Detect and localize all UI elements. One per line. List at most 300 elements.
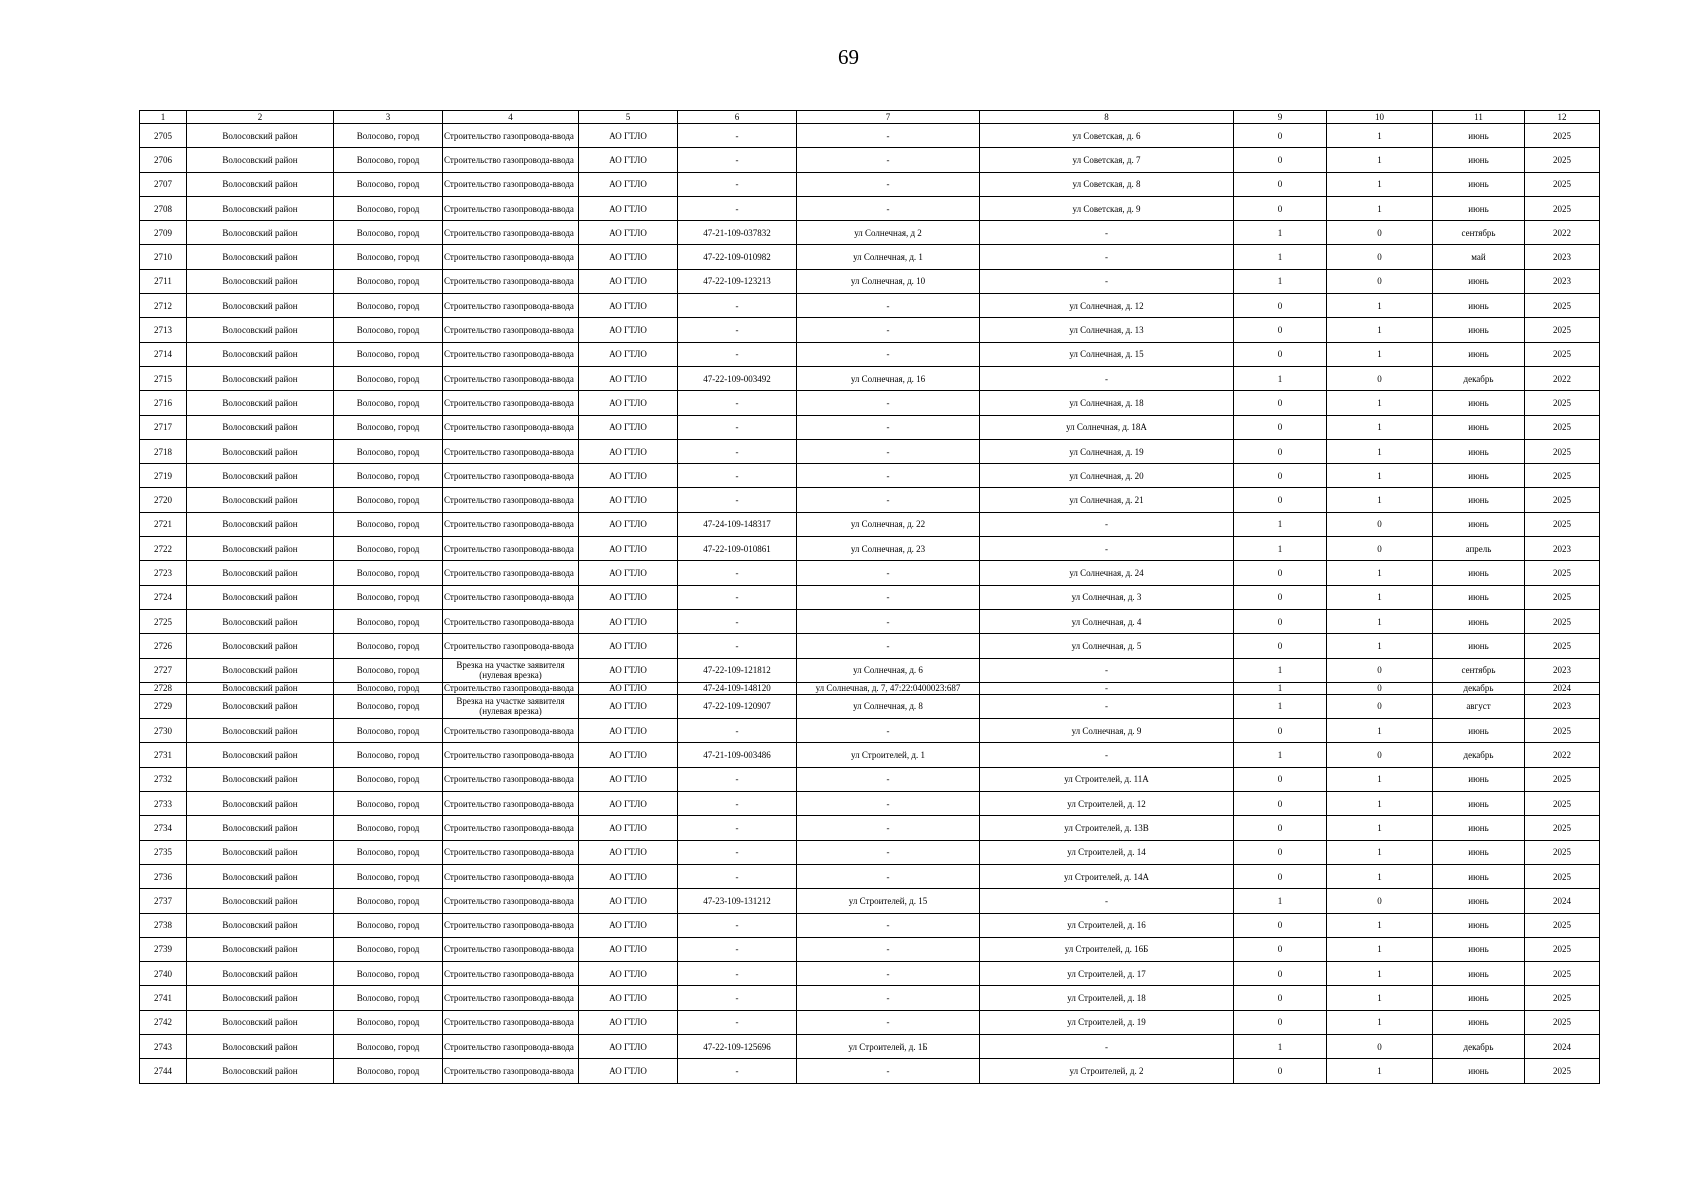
row-number-cell: 2732 [140,767,187,791]
value-col-9-cell: 0 [1234,986,1327,1010]
value-col-9-cell: 1 [1234,743,1327,767]
address-connected-cell: - [797,148,980,172]
table-row [140,294,1600,318]
work-type-cell: Строительство газопровода-ввода [443,221,579,245]
work-type-cell: Строительство газопровода-ввода [443,743,579,767]
month-cell: июнь [1433,937,1525,961]
table-row [140,719,1600,743]
settlement-cell: Волосово, город [334,439,443,463]
value-col-9-cell: 1 [1234,658,1327,682]
settlement-cell: Волосово, город [334,816,443,840]
district-cell: Волосовский район [187,913,334,937]
cadastral-number-cell: 47-23-109-131212 [678,889,797,913]
row-number-cell: 2714 [140,342,187,366]
table-row [140,1059,1600,1083]
address-connected-cell: - [797,840,980,864]
row-number-cell: 2738 [140,913,187,937]
value-col-9-cell: 1 [1234,245,1327,269]
table-row [140,864,1600,888]
cadastral-number-cell: - [678,148,797,172]
district-cell: Волосовский район [187,682,334,694]
cadastral-number-cell: - [678,294,797,318]
work-type-cell: Строительство газопровода-ввода [443,172,579,196]
address-planned-cell: ул Советская, д. 8 [980,172,1234,196]
value-col-9-cell: 0 [1234,318,1327,342]
cadastral-number-cell: - [678,609,797,633]
cadastral-number-cell: - [678,1059,797,1083]
value-col-10-cell: 1 [1327,148,1433,172]
work-type-cell: Строительство газопровода-ввода [443,864,579,888]
value-col-9-cell: 1 [1234,682,1327,694]
address-planned-cell: ул Строителей, д. 17 [980,962,1234,986]
organization-cell: АО ГТЛО [579,792,678,816]
district-cell: Волосовский район [187,148,334,172]
settlement-cell: Волосово, город [334,609,443,633]
year-cell: 2025 [1525,342,1600,366]
row-number-cell: 2709 [140,221,187,245]
value-col-9-cell: 0 [1234,439,1327,463]
organization-cell: АО ГТЛО [579,269,678,293]
value-col-9-cell: 0 [1234,561,1327,585]
address-connected-cell: ул Строителей, д. 1 [797,743,980,767]
row-number-cell: 2734 [140,816,187,840]
district-cell: Волосовский район [187,561,334,585]
year-cell: 2025 [1525,561,1600,585]
organization-cell: АО ГТЛО [579,439,678,463]
value-col-9-cell: 0 [1234,464,1327,488]
organization-cell: АО ГТЛО [579,318,678,342]
district-cell: Волосовский район [187,986,334,1010]
month-cell: июнь [1433,792,1525,816]
month-cell: декабрь [1433,682,1525,694]
month-cell: декабрь [1433,1034,1525,1058]
table-row [140,464,1600,488]
month-cell: июнь [1433,840,1525,864]
value-col-9-cell: 1 [1234,889,1327,913]
month-cell: июнь [1433,719,1525,743]
row-number-cell: 2735 [140,840,187,864]
value-col-9-cell: 0 [1234,962,1327,986]
row-number-cell: 2736 [140,864,187,888]
organization-cell: АО ГТЛО [579,464,678,488]
value-col-9-cell: 0 [1234,816,1327,840]
cadastral-number-cell: - [678,342,797,366]
value-col-10-cell: 1 [1327,816,1433,840]
address-planned-cell: ул Строителей, д. 14А [980,864,1234,888]
table-row [140,196,1600,220]
year-cell: 2023 [1525,537,1600,561]
address-planned-cell: ул Советская, д. 7 [980,148,1234,172]
table-row [140,937,1600,961]
value-col-9-cell: 0 [1234,148,1327,172]
work-type-cell: Строительство газопровода-ввода [443,269,579,293]
value-col-9-cell: 1 [1234,221,1327,245]
address-planned-cell: - [980,221,1234,245]
column-header: 6 [678,111,797,124]
address-planned-cell: ул Строителей, д. 18 [980,986,1234,1010]
organization-cell: АО ГТЛО [579,986,678,1010]
row-number-cell: 2708 [140,196,187,220]
organization-cell: АО ГТЛО [579,682,678,694]
row-number-cell: 2722 [140,537,187,561]
cadastral-number-cell: - [678,391,797,415]
value-col-10-cell: 0 [1327,743,1433,767]
year-cell: 2025 [1525,464,1600,488]
value-col-10-cell: 0 [1327,366,1433,390]
address-connected-cell: ул Солнечная, д 2 [797,221,980,245]
value-col-10-cell: 1 [1327,609,1433,633]
organization-cell: АО ГТЛО [579,864,678,888]
row-number-cell: 2706 [140,148,187,172]
settlement-cell: Волосово, город [334,391,443,415]
work-type-cell: Строительство газопровода-ввода [443,792,579,816]
month-cell: декабрь [1433,743,1525,767]
value-col-9-cell: 0 [1234,864,1327,888]
work-type-cell: Строительство газопровода-ввода [443,124,579,148]
settlement-cell: Волосово, город [334,269,443,293]
settlement-cell: Волосово, город [334,585,443,609]
table-row [140,245,1600,269]
organization-cell: АО ГТЛО [579,962,678,986]
address-planned-cell: ул Солнечная, д. 18А [980,415,1234,439]
table-row [140,1010,1600,1034]
address-connected-cell: - [797,1059,980,1083]
settlement-cell: Волосово, город [334,937,443,961]
address-connected-cell: ул Солнечная, д. 1 [797,245,980,269]
table-row [140,342,1600,366]
address-connected-cell: - [797,937,980,961]
column-header: 1 [140,111,187,124]
organization-cell: АО ГТЛО [579,561,678,585]
month-cell: июнь [1433,609,1525,633]
district-cell: Волосовский район [187,439,334,463]
row-number-cell: 2726 [140,634,187,658]
district-cell: Волосовский район [187,342,334,366]
value-col-10-cell: 1 [1327,1010,1433,1034]
month-cell: июнь [1433,561,1525,585]
value-col-10-cell: 1 [1327,464,1433,488]
year-cell: 2024 [1525,682,1600,694]
settlement-cell: Волосово, город [334,634,443,658]
value-col-9-cell: 0 [1234,196,1327,220]
address-connected-cell: - [797,792,980,816]
organization-cell: АО ГТЛО [579,913,678,937]
organization-cell: АО ГТЛО [579,391,678,415]
address-connected-cell: - [797,391,980,415]
value-col-10-cell: 1 [1327,294,1433,318]
work-type-cell: Строительство газопровода-ввода [443,913,579,937]
district-cell: Волосовский район [187,245,334,269]
cadastral-number-cell: 47-22-109-123213 [678,269,797,293]
organization-cell: АО ГТЛО [579,148,678,172]
year-cell: 2024 [1525,1034,1600,1058]
value-col-10-cell: 1 [1327,962,1433,986]
work-type-cell: Строительство газопровода-ввода [443,366,579,390]
organization-cell: АО ГТЛО [579,816,678,840]
address-planned-cell: ул Строителей, д. 11А [980,767,1234,791]
settlement-cell: Волосово, город [334,767,443,791]
address-planned-cell: - [980,694,1234,718]
district-cell: Волосовский район [187,537,334,561]
address-planned-cell: ул Строителей, д. 13В [980,816,1234,840]
organization-cell: АО ГТЛО [579,1010,678,1034]
work-type-cell: Строительство газопровода-ввода [443,537,579,561]
cadastral-number-cell: - [678,196,797,220]
district-cell: Волосовский район [187,1034,334,1058]
value-col-10-cell: 1 [1327,986,1433,1010]
value-col-9-cell: 1 [1234,366,1327,390]
organization-cell: АО ГТЛО [579,1059,678,1083]
address-connected-cell: - [797,767,980,791]
column-header: 11 [1433,111,1525,124]
settlement-cell: Волосово, город [334,488,443,512]
row-number-cell: 2717 [140,415,187,439]
value-col-10-cell: 1 [1327,585,1433,609]
row-number-cell: 2739 [140,937,187,961]
table-row [140,366,1600,390]
value-col-10-cell: 0 [1327,269,1433,293]
table-row [140,537,1600,561]
address-planned-cell: - [980,1034,1234,1058]
row-number-cell: 2715 [140,366,187,390]
table-row [140,1034,1600,1058]
cadastral-number-cell: - [678,124,797,148]
value-col-10-cell: 1 [1327,561,1433,585]
row-number-cell: 2742 [140,1010,187,1034]
month-cell: июнь [1433,391,1525,415]
month-cell: июнь [1433,294,1525,318]
work-type-cell: Строительство газопровода-ввода [443,512,579,536]
work-type-cell: Строительство газопровода-ввода [443,986,579,1010]
address-planned-cell: ул Строителей, д. 12 [980,792,1234,816]
address-connected-cell: - [797,464,980,488]
settlement-cell: Волосово, город [334,1034,443,1058]
work-type-cell: Строительство газопровода-ввода [443,561,579,585]
settlement-cell: Волосово, город [334,864,443,888]
settlement-cell: Волосово, город [334,245,443,269]
organization-cell: АО ГТЛО [579,585,678,609]
address-planned-cell: ул Солнечная, д. 15 [980,342,1234,366]
value-col-9-cell: 0 [1234,124,1327,148]
value-col-10-cell: 1 [1327,913,1433,937]
cadastral-number-cell: 47-21-109-003486 [678,743,797,767]
row-number-cell: 2740 [140,962,187,986]
month-cell: июнь [1433,767,1525,791]
address-connected-cell: - [797,1010,980,1034]
address-planned-cell: - [980,269,1234,293]
year-cell: 2025 [1525,864,1600,888]
table-row [140,682,1600,694]
district-cell: Волосовский район [187,585,334,609]
column-header: 4 [443,111,579,124]
address-connected-cell: ул Солнечная, д. 16 [797,366,980,390]
address-connected-cell: - [797,986,980,1010]
table-row [140,609,1600,633]
district-cell: Волосовский район [187,937,334,961]
district-cell: Волосовский район [187,366,334,390]
month-cell: декабрь [1433,366,1525,390]
address-planned-cell: ул Солнечная, д. 19 [980,439,1234,463]
settlement-cell: Волосово, город [334,889,443,913]
settlement-cell: Волосово, город [334,792,443,816]
row-number-cell: 2723 [140,561,187,585]
district-cell: Волосовский район [187,488,334,512]
year-cell: 2025 [1525,318,1600,342]
table-row [140,269,1600,293]
organization-cell: АО ГТЛО [579,889,678,913]
cadastral-number-cell: - [678,634,797,658]
cadastral-number-cell: - [678,864,797,888]
work-type-cell: Строительство газопровода-ввода [443,889,579,913]
value-col-9-cell: 0 [1234,634,1327,658]
cadastral-number-cell: - [678,816,797,840]
month-cell: июнь [1433,488,1525,512]
address-connected-cell: ул Солнечная, д. 23 [797,537,980,561]
address-planned-cell: - [980,682,1234,694]
value-col-10-cell: 1 [1327,318,1433,342]
address-planned-cell: - [980,512,1234,536]
cadastral-number-cell: - [678,840,797,864]
settlement-cell: Волосово, город [334,172,443,196]
district-cell: Волосовский район [187,889,334,913]
value-col-10-cell: 1 [1327,415,1433,439]
address-connected-cell: - [797,864,980,888]
year-cell: 2022 [1525,221,1600,245]
row-number-cell: 2716 [140,391,187,415]
work-type-cell: Строительство газопровода-ввода [443,1010,579,1034]
cadastral-number-cell: - [678,561,797,585]
settlement-cell: Волосово, город [334,694,443,718]
work-type-cell: Врезка на участке заявителя (нулевая врезка) [443,694,579,718]
district-cell: Волосовский район [187,962,334,986]
address-connected-cell: - [797,318,980,342]
organization-cell: АО ГТЛО [579,743,678,767]
district-cell: Волосовский район [187,221,334,245]
cadastral-number-cell: - [678,937,797,961]
district-cell: Волосовский район [187,172,334,196]
address-connected-cell: - [797,415,980,439]
district-cell: Волосовский район [187,196,334,220]
row-number-cell: 2707 [140,172,187,196]
address-planned-cell: ул Солнечная, д. 5 [980,634,1234,658]
year-cell: 2025 [1525,937,1600,961]
address-planned-cell: ул Строителей, д. 16Б [980,937,1234,961]
value-col-9-cell: 0 [1234,391,1327,415]
month-cell: июнь [1433,318,1525,342]
cadastral-number-cell: 47-22-109-010861 [678,537,797,561]
row-number-cell: 2705 [140,124,187,148]
table-row [140,391,1600,415]
address-connected-cell: - [797,585,980,609]
work-type-cell: Врезка на участке заявителя (нулевая врезка) [443,658,579,682]
organization-cell: АО ГТЛО [579,221,678,245]
year-cell: 2025 [1525,488,1600,512]
row-number-cell: 2728 [140,682,187,694]
row-number-cell: 2741 [140,986,187,1010]
value-col-9-cell: 1 [1234,269,1327,293]
district-cell: Волосовский район [187,464,334,488]
row-number-cell: 2724 [140,585,187,609]
address-planned-cell: - [980,366,1234,390]
settlement-cell: Волосово, город [334,840,443,864]
district-cell: Волосовский район [187,694,334,718]
work-type-cell: Строительство газопровода-ввода [443,245,579,269]
value-col-10-cell: 0 [1327,1034,1433,1058]
district-cell: Волосовский район [187,743,334,767]
year-cell: 2022 [1525,366,1600,390]
work-type-cell: Строительство газопровода-ввода [443,682,579,694]
organization-cell: АО ГТЛО [579,512,678,536]
column-header: 12 [1525,111,1600,124]
address-planned-cell: ул Солнечная, д. 12 [980,294,1234,318]
value-col-10-cell: 1 [1327,124,1433,148]
work-type-cell: Строительство газопровода-ввода [443,840,579,864]
settlement-cell: Волосово, город [334,743,443,767]
address-planned-cell: ул Строителей, д. 19 [980,1010,1234,1034]
address-connected-cell: - [797,634,980,658]
month-cell: июнь [1433,269,1525,293]
value-col-9-cell: 0 [1234,488,1327,512]
month-cell: июнь [1433,172,1525,196]
organization-cell: АО ГТЛО [579,172,678,196]
month-cell: сентябрь [1433,221,1525,245]
address-planned-cell: ул Строителей, д. 2 [980,1059,1234,1083]
value-col-10-cell: 1 [1327,792,1433,816]
district-cell: Волосовский район [187,658,334,682]
organization-cell: АО ГТЛО [579,488,678,512]
month-cell: сентябрь [1433,658,1525,682]
table-row [140,221,1600,245]
work-type-cell: Строительство газопровода-ввода [443,1059,579,1083]
column-header: 2 [187,111,334,124]
address-planned-cell: - [980,537,1234,561]
value-col-9-cell: 0 [1234,415,1327,439]
value-col-10-cell: 0 [1327,694,1433,718]
value-col-10-cell: 0 [1327,658,1433,682]
year-cell: 2025 [1525,1010,1600,1034]
organization-cell: АО ГТЛО [579,658,678,682]
work-type-cell: Строительство газопровода-ввода [443,342,579,366]
address-connected-cell: - [797,172,980,196]
settlement-cell: Волосово, город [334,719,443,743]
address-planned-cell: ул Строителей, д. 14 [980,840,1234,864]
year-cell: 2025 [1525,634,1600,658]
district-cell: Волосовский район [187,415,334,439]
organization-cell: АО ГТЛО [579,719,678,743]
column-header: 10 [1327,111,1433,124]
cadastral-number-cell: - [678,415,797,439]
year-cell: 2025 [1525,172,1600,196]
address-connected-cell: - [797,124,980,148]
address-connected-cell: - [797,196,980,220]
column-header: 5 [579,111,678,124]
cadastral-number-cell: - [678,464,797,488]
work-type-cell: Строительство газопровода-ввода [443,464,579,488]
value-col-10-cell: 1 [1327,439,1433,463]
value-col-10-cell: 0 [1327,221,1433,245]
month-cell: июнь [1433,148,1525,172]
settlement-cell: Волосово, город [334,221,443,245]
address-connected-cell: ул Солнечная, д. 22 [797,512,980,536]
table-row [140,743,1600,767]
row-number-cell: 2711 [140,269,187,293]
district-cell: Волосовский район [187,719,334,743]
settlement-cell: Волосово, город [334,124,443,148]
cadastral-number-cell: 47-22-109-003492 [678,366,797,390]
year-cell: 2025 [1525,391,1600,415]
address-planned-cell: ул Советская, д. 9 [980,196,1234,220]
month-cell: июнь [1433,1010,1525,1034]
